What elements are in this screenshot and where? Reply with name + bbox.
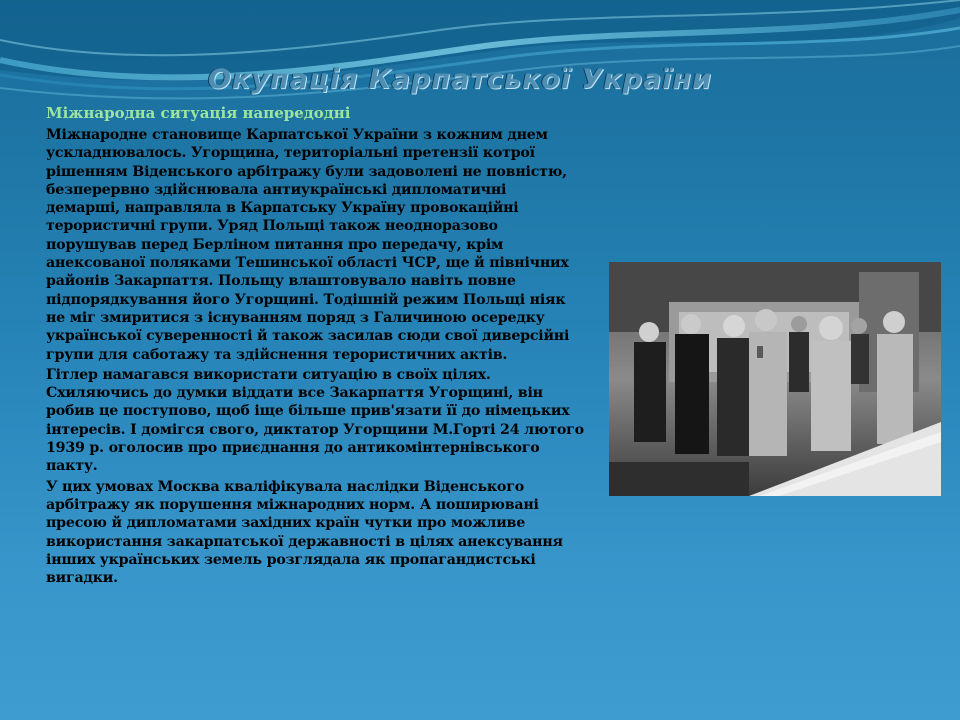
paragraph-2: Гітлер намагався використати ситуацію в своїх цілях. Схиляючись до думки віддати все Закарпаття Угорщині, він робив це поступово, щоб іще більше прив'язати її до німецьких інтересів. І домігся свого, диктатор Угорщини М.Горті 24 лютого 1939 р. оголосив про приєднання до антикомінтернівського пакту. xyxy=(46,366,584,475)
paragraph-3: У цих умовах Москва кваліфікувала наслідки Віденського арбітражу як порушення міжнародних норм. А поширювані пресою й дипломатами західних країн чутки про можливе використання закарпатської державності в цілях анексування інших українських земель розглядала як пропагандистські вигадки. xyxy=(46,478,563,587)
historical-photo xyxy=(609,262,941,496)
paragraph-1: Міжнародне становище Карпатської України з кожним днем ускладнювалось. Угорщина, територіальні претензії котрої рішенням Віденського арбітражу були задоволені не повністю, безперервно здійснювала антиукраїнські дипломатичні демарші, направляла в Карпатську Україну провокаційні терористичні групи. Уряд Польщі також неодноразово порушував перед Берліном питання про передачу, крім анексованої поляками Тешинської області ЧСР, ще й північних районів Закарпаття. Польщу влаштовувало навіть повне підпорядкування його Угорщині. Тодішній режим Польщі ніяк не міг змиритися з існуванням поряд з Галичиною осередку української суверенності й також засилав сюди свої диверсійні групи для саботажу та здійснення терористичних актів. xyxy=(46,127,570,363)
photo-image xyxy=(609,262,941,496)
section-subtitle: Міжнародна ситуація напередодні xyxy=(46,104,351,122)
body-text xyxy=(46,126,584,589)
slide-title: Окупація Карпатської України xyxy=(207,64,713,95)
